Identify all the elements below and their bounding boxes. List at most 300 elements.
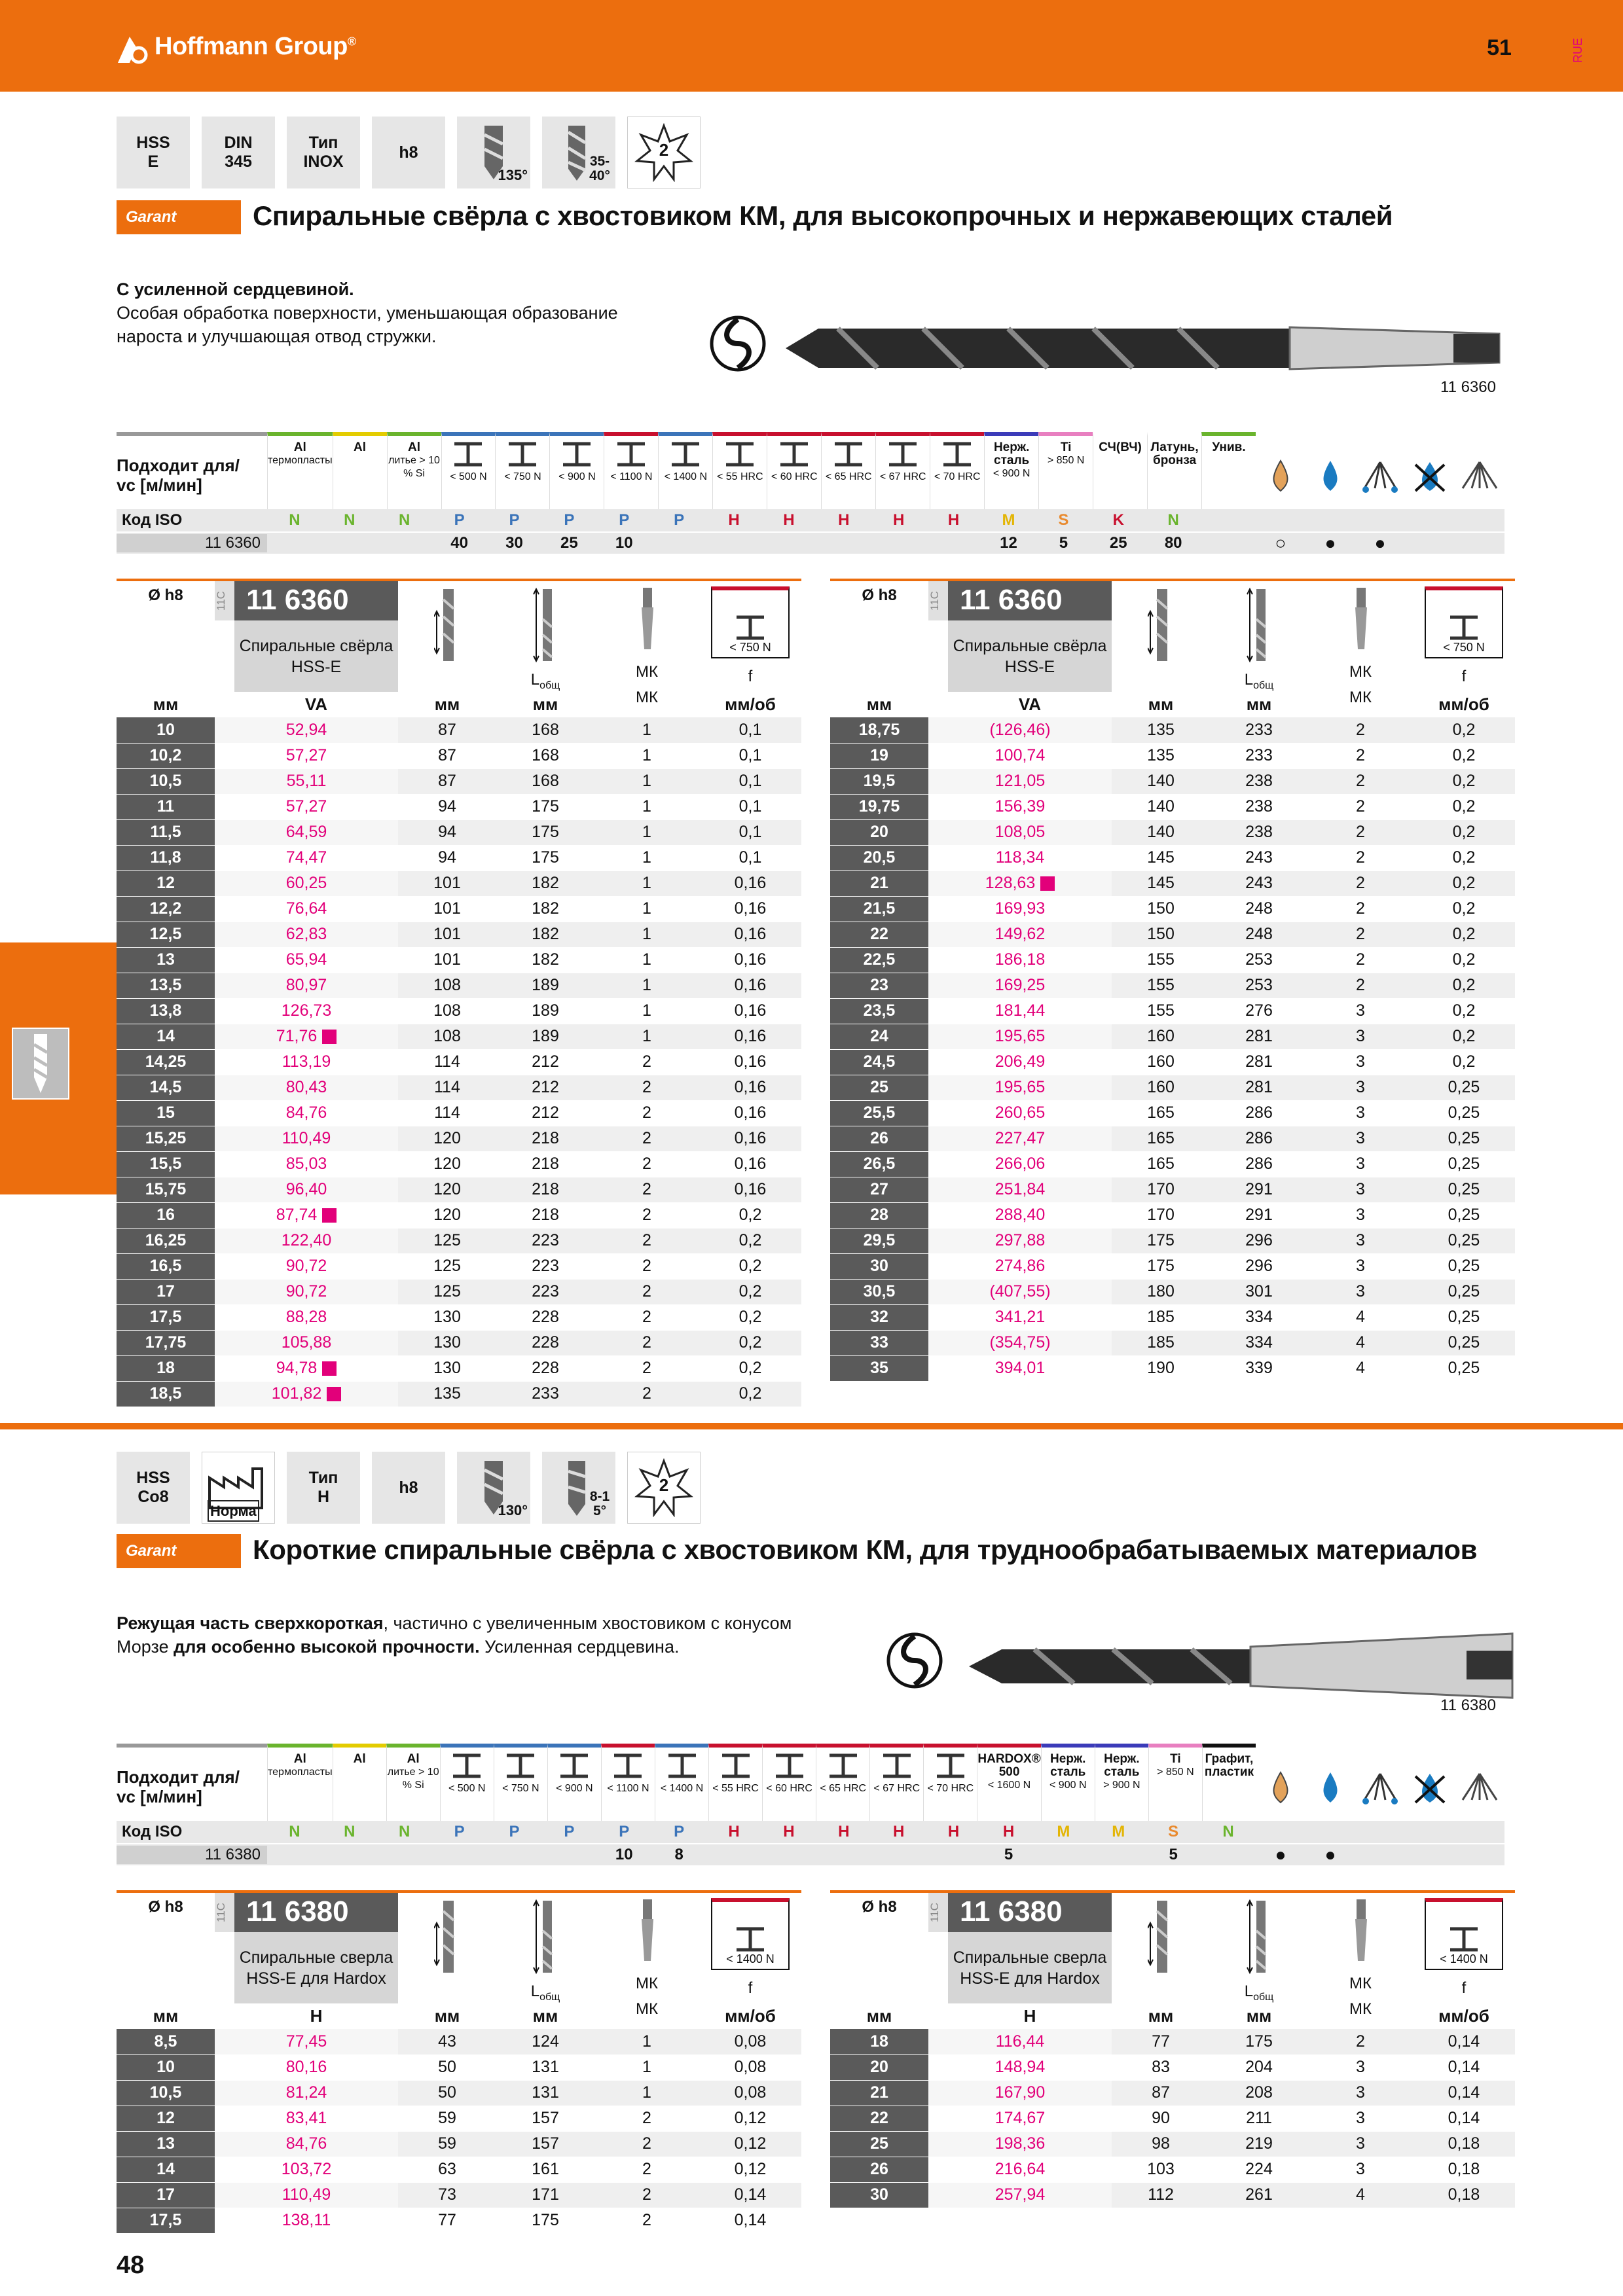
diameter-cell: 25,5 [830,1100,928,1126]
price-cell [215,1355,398,1381]
morse-taper-header [1308,1893,1413,2029]
diameter-header [117,581,215,717]
flute-length-cell: 125 [398,1279,496,1304]
table-row [117,768,801,794]
feed-cell: 0,2 [699,1381,801,1407]
total-length-cell: 238 [1210,768,1308,794]
price-value: 84,76 [285,2134,327,2153]
price-value: 156,39 [994,797,1046,816]
diameter-cell: 10,2 [117,743,215,768]
flute-length-cell: 77 [1112,2029,1210,2054]
article-header [928,1893,1112,2029]
price-cell [215,2106,398,2131]
vc-article: 11 6380 [117,1846,267,1864]
price-cell [215,1330,398,1355]
price-value: 110,49 [282,1129,331,1147]
feed-cell: 0,2 [1413,1024,1515,1049]
total-length-cell: 189 [496,998,594,1024]
morse-taper-cell: 3 [1308,1049,1413,1075]
feed-label: f [1461,1979,1467,1997]
diameter-cell: 12 [117,870,215,896]
section1-title: Спиральные свёрла с хвостовиком КМ, для высокопрочных и нержавеющих сталей [253,200,1393,231]
diameter-cell: 24 [830,1024,928,1049]
flute-length-cell: 114 [398,1075,496,1100]
diameter-cell: 23,5 [830,998,928,1024]
hoffmann-logo-icon [117,34,151,64]
flute-length-cell: 108 [398,973,496,998]
feed-cell: 0,14 [1413,2106,1515,2131]
total-length-cell: 281 [1210,1024,1308,1049]
steel-beam-icon [734,1926,767,1952]
diameter-cell: 30,5 [830,1279,928,1304]
diameter-cell: 26,5 [830,1151,928,1177]
flute-length-cell: 87 [398,743,496,768]
feed-cell: 0,25 [1413,1330,1515,1355]
price-cell [215,1381,398,1407]
price-cell [928,794,1112,819]
price-cell [928,1049,1112,1075]
price-value: 167,90 [994,2083,1046,2102]
suit-col-sub: < 500 N [450,471,487,482]
total-length-cell: 131 [496,2080,594,2106]
table-row [117,2182,801,2208]
feed-cell: 0,16 [699,973,801,998]
table-row [117,1202,801,1228]
section2-spec-icons [117,1452,701,1524]
morse-taper-cell: 3 [1308,2157,1413,2182]
section2-article-number: 11 6380 [1440,1696,1496,1714]
diameter-cell: 18,75 [830,717,928,743]
suit-col-6 [604,432,658,509]
table-row [117,922,801,947]
price-cell [215,1049,398,1075]
table-row [830,1024,1515,1049]
section2-table-left [117,1890,801,2234]
type-line1: Спиральные сверла [953,1948,1107,1967]
suit-col-sub: > 850 N [1157,1767,1194,1778]
steel-beam-icon [934,1753,967,1782]
feed-cell: 0,18 [1413,2182,1515,2208]
total-length-cell: 334 [1210,1304,1308,1330]
vc-value: 40 [450,534,468,552]
price-value: 105,88 [281,1333,332,1352]
price-cell [928,1126,1112,1151]
price-value: 96,40 [285,1180,327,1198]
suit-col-14 [1038,432,1093,509]
steel-beam-icon [669,441,702,471]
cross-section-icon [885,1631,944,1690]
price-cell [928,2106,1112,2131]
morse-taper-cell: 2 [594,1049,699,1075]
diameter-cell: 17 [117,1279,215,1304]
price-cell [215,947,398,973]
feed-cell: 0,25 [1413,1126,1515,1151]
price-cell [928,1100,1112,1126]
flute-length-cell: 114 [398,1100,496,1126]
morse-taper-cell: 2 [594,1381,699,1407]
suit-col-sub: < 1400 N [660,1783,704,1794]
morse-taper-cell: 1 [594,819,699,845]
total-length-header [1210,581,1308,717]
table-row [830,1330,1515,1355]
diameter-cell: 11,8 [117,845,215,870]
diameter-cell: 10 [117,717,215,743]
feed-cell: 0,25 [1413,1253,1515,1279]
table-row [117,1177,801,1202]
vc-value: 30 [505,534,523,552]
diameter-cell: 19,5 [830,768,928,794]
price-value: (354,75) [989,1333,1051,1352]
flutes-icon: 2 [627,1452,701,1524]
iso-code: P [509,511,520,529]
diameter-label: Ø h8 [148,586,183,604]
diameter-cell: 11 [117,794,215,819]
diameter-cell: 22 [830,922,928,947]
section2-title: Короткие спиральные свёрла с хвостовиком КМ, для труднообрабатываемых материалов [253,1534,1478,1565]
price-value: 100,74 [994,746,1046,764]
morse-taper-icon [1347,586,1374,655]
total-length-cell: 253 [1210,973,1308,998]
morse-taper-cell: 2 [1308,794,1413,819]
price-cell [928,2157,1112,2182]
coolant-dry-icon [1256,1744,1305,1821]
suit-col-14 [1041,1744,1095,1821]
morse-taper-header [594,1893,699,2029]
diameter-cell: 18 [830,2029,928,2054]
diameter-cell: 14,25 [117,1049,215,1075]
diameter-cell: 15,5 [117,1151,215,1177]
feed-cell: 0,2 [699,1304,801,1330]
suit-col-0 [267,1744,333,1821]
morse-taper-cell: 3 [1308,1279,1413,1304]
suit-col-sub: < 55 HRC [712,1783,759,1794]
iso-code: N [289,1823,301,1840]
total-length-cell: 218 [496,1126,594,1151]
morse-taper-cell: 2 [594,2131,699,2157]
total-length-cell: 238 [1210,819,1308,845]
morse-taper-cell: 2 [1308,2029,1413,2054]
point-angle-icon: 135° [457,117,530,188]
flute-length-cell: 101 [398,870,496,896]
price-cell [215,896,398,922]
suit-col-title: Al [407,1752,420,1766]
iso-code: N [344,511,356,529]
table-row [117,896,801,922]
morse-taper-cell: 2 [594,1330,699,1355]
label-sub: общ [1253,679,1274,691]
iso-code: S [1058,511,1069,529]
coolant-dry-air-icon [1455,432,1504,509]
diameter-cell: 17,5 [117,2208,215,2233]
tolerance-icon: h8 [372,117,445,188]
coolant-emulsion-icon [1305,432,1355,509]
morse-taper-label: МК [636,689,658,707]
iso-code: P [674,511,685,529]
feed-strength-box [711,586,790,658]
label-sub: общ [539,679,560,691]
total-length-cell: 248 [1210,922,1308,947]
flute-length-cell: 103 [1112,2157,1210,2182]
flute-length-cell: 175 [1112,1253,1210,1279]
diameter-cell: 28 [830,1202,928,1228]
morse-taper-header [1308,581,1413,717]
type-icon: Тип H [287,1452,360,1524]
table-row [830,1151,1515,1177]
table-row [830,1126,1515,1151]
flute-length-cell: 160 [1112,1049,1210,1075]
total-length-cell: 168 [496,717,594,743]
stock-marker-icon [322,1208,337,1223]
article-code-row [928,581,1112,620]
diameter-cell: 13,8 [117,998,215,1024]
table-row [117,819,801,845]
flute-length-cell: 155 [1112,947,1210,973]
table-row [117,743,801,768]
suit-col-title: СЧ(ВЧ) [1099,440,1142,454]
feed-cell: 0,2 [1413,922,1515,947]
suit-col-2 [386,1744,440,1821]
morse-taper-cell: 3 [1308,1151,1413,1177]
flute-length-cell: 59 [398,2131,496,2157]
price-value: 64,59 [285,823,327,841]
feed-cell: 0,08 [699,2054,801,2080]
price-cell [215,1151,398,1177]
price-cell [928,947,1112,973]
flute-length-icon [1148,1898,1174,1980]
flute-length-cell: 101 [398,947,496,973]
suit-col-sub: < 70 HRC [927,1783,974,1794]
flute-length-header [398,581,496,717]
total-length-unit: мм [1246,694,1272,714]
feed-cell: 0,2 [699,1253,801,1279]
diameter-cell: 21 [830,870,928,896]
suit-col-8 [712,432,767,509]
table-row [830,743,1515,768]
price-value: 60,25 [285,874,327,892]
table-row [117,1049,801,1075]
total-length-header [496,581,594,717]
article-code-row [928,1893,1112,1932]
coolant-mark: ● [1374,533,1386,553]
feed-unit: мм/об [1438,694,1489,714]
total-length-cell: 189 [496,1024,594,1049]
total-length-cell: 175 [496,2208,594,2233]
diameter-cell: 11,5 [117,819,215,845]
price-value: 148,94 [994,2058,1046,2076]
suit-col-sub: < 67 HRC [879,471,926,482]
total-length-cell: 161 [496,2157,594,2182]
diameter-cell: 13,5 [117,973,215,998]
coolant-mql-icon [1355,1744,1405,1821]
diameter-cell: 10,5 [117,2080,215,2106]
flute-length-cell: 140 [1112,794,1210,819]
label-sub: общ [1253,1991,1274,2003]
table-row [830,2131,1515,2157]
coolant-mark: ○ [1275,533,1286,553]
flute-length-cell: 145 [1112,870,1210,896]
iso-code: P [564,511,575,529]
table-row [117,1279,801,1304]
catalog-tag: 11C [215,581,234,620]
suit-col-10 [816,1744,869,1821]
price-value: 84,76 [285,1103,327,1122]
morse-taper-label [636,1975,658,1993]
price-cell [215,2080,398,2106]
price-cell [928,768,1112,794]
table-header [830,1890,1515,2029]
morse-taper-cell: 2 [594,1202,699,1228]
feed-cell: 0,25 [1413,1177,1515,1202]
diameter-cell: 16,25 [117,1228,215,1253]
iso-label: Код ISO [122,511,183,529]
flute-length-cell: 94 [398,794,496,819]
price-cell [928,1075,1112,1100]
steel-beam-icon [615,441,647,471]
total-length-cell: 253 [1210,947,1308,973]
morse-taper-cell: 2 [594,1177,699,1202]
diameter-cell: 30 [830,2182,928,2208]
feed-cell: 0,14 [1413,2080,1515,2106]
flute-length-cell: 108 [398,1024,496,1049]
feed-cell: 0,25 [1413,1075,1515,1100]
price-value: 116,44 [995,2032,1045,2051]
suit-col-sub: < 750 N [504,471,541,482]
table-row [117,947,801,973]
total-length-cell: 175 [1210,2029,1308,2054]
flute-length-cell: 77 [398,2208,496,2233]
feed-unit: мм/об [1438,2006,1489,2026]
morse-taper-cell: 2 [594,2182,699,2208]
flute-length-cell: 140 [1112,819,1210,845]
diameter-cell: 33 [830,1330,928,1355]
article-code-row [215,1893,398,1932]
suit-col-sub: < 900 N [556,1783,593,1794]
table-row [117,870,801,896]
steel-beam-icon [452,441,484,471]
price-value: 52,94 [285,720,327,739]
total-length-header [1210,1893,1308,2029]
coolant-mark: ● [1324,1844,1336,1865]
suit-col-title: Al [354,440,367,454]
suit-label: Подходит для/ vc [м/мин] [117,1744,267,1821]
iso-code: H [893,1823,905,1840]
price-cell [928,1355,1112,1381]
morse-taper-cell: 2 [594,1228,699,1253]
diameter-cell: 19 [830,743,928,768]
morse-taper-cell: 3 [1308,1253,1413,1279]
suit-col-sub: литье > 10 % Si [387,1767,439,1791]
type-box [234,620,398,692]
feed-cell: 0,2 [1413,794,1515,819]
coolant-dry-icon [1256,432,1305,509]
price-unit: H [1023,2006,1036,2026]
flute-length-cell: 130 [398,1355,496,1381]
cross-section-icon [708,314,767,373]
total-length-icon [532,586,558,668]
price-value: 198,36 [994,2134,1046,2153]
suit-col-sub: < 1600 N [987,1780,1031,1791]
diameter-cell: 8,5 [117,2029,215,2054]
flute-length-icon [1148,586,1174,668]
vc-value: 80 [1164,534,1182,552]
morse-taper-cell: 2 [594,1304,699,1330]
morse-taper-cell: 2 [1308,870,1413,896]
morse-taper-cell: 3 [1308,1126,1413,1151]
steel-beam-icon [506,441,539,471]
diameter-cell: 26 [830,1126,928,1151]
price-cell [215,2131,398,2157]
total-length-cell: 218 [496,1202,594,1228]
total-length-cell: 243 [1210,845,1308,870]
feed-cell: 0,12 [699,2106,801,2131]
total-length-cell: 223 [496,1253,594,1279]
flute-length-cell: 87 [1112,2080,1210,2106]
price-value: 216,64 [994,2160,1046,2178]
morse-taper-cell: 1 [594,768,699,794]
section1-suitability-table [117,432,1504,554]
price-value: 169,25 [994,976,1046,994]
suit-col-sub: < 70 HRC [934,471,981,482]
table-row [830,794,1515,819]
flute-length-cell: 175 [1112,1228,1210,1253]
feed-cell: 0,16 [699,1177,801,1202]
suit-col-title: HARDOX® 500 [977,1752,1041,1779]
table-row [117,1355,801,1381]
morse-taper-cell: 3 [1308,1202,1413,1228]
diameter-cell: 13 [117,947,215,973]
flutes-icon: 2 [627,117,701,188]
flute-length-cell: 135 [398,1381,496,1407]
label-main: МК [1349,1974,1372,1992]
morse-taper-cell: 3 [1308,2106,1413,2131]
total-length-cell: 228 [496,1304,594,1330]
type-box [234,1932,398,2003]
price-cell [928,1024,1112,1049]
suit-col-title: Al [293,1752,306,1766]
iso-code: M [1057,1823,1070,1840]
flute-length-cell: 155 [1112,998,1210,1024]
total-length-cell: 182 [496,870,594,896]
total-length-cell: 261 [1210,2182,1308,2208]
price-value: 394,01 [994,1359,1046,1377]
coolant-mark: ● [1324,533,1336,553]
price-cell [215,794,398,819]
coolant-dry-air-icon [1455,1744,1504,1821]
price-value: (407,55) [989,1282,1051,1300]
helix-angle-icon: 8-15° [542,1452,615,1524]
steel-beam-icon [734,615,767,641]
feed-cell: 0,16 [699,947,801,973]
total-length-cell: 182 [496,947,594,973]
flute-length-unit: мм [1148,2006,1174,2026]
suit-col-12 [930,432,984,509]
table-row [830,1228,1515,1253]
flute-length-cell: 130 [398,1304,496,1330]
brand-name: Hoffmann Group® [155,33,356,60]
feed-cell: 0,25 [1413,1151,1515,1177]
feed-cell: 0,1 [699,794,801,819]
suit-col-3 [441,432,496,509]
flute-length-cell: 94 [398,845,496,870]
iso-code: M [1112,1823,1125,1840]
morse-taper-cell: 2 [1308,922,1413,947]
price-value: 108,05 [994,823,1046,841]
suit-col-sub: < 1400 N [664,471,708,482]
morse-taper-cell: 2 [594,1279,699,1304]
iso-code: M [1002,511,1015,529]
morse-taper-cell: 3 [1308,2054,1413,2080]
morse-taper-cell: 2 [594,2208,699,2233]
